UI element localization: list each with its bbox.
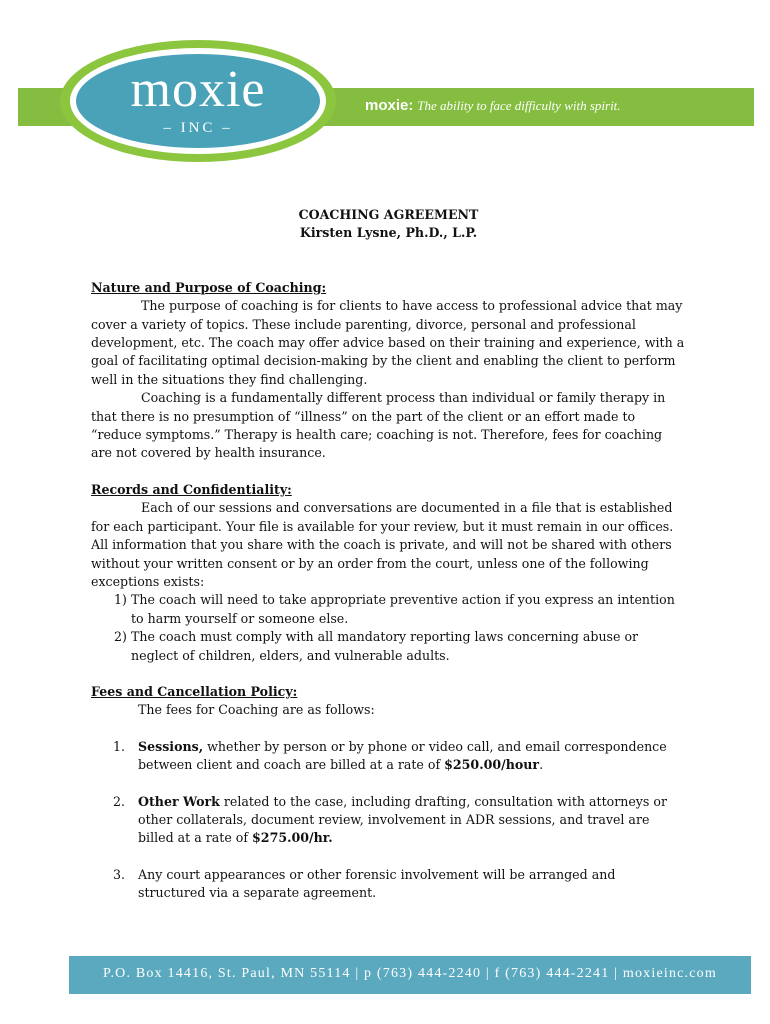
logo-wordmark: moxie bbox=[130, 61, 266, 118]
fee-item bbox=[91, 793, 686, 848]
fee-item bbox=[91, 738, 686, 775]
fee-rate: $275.00/hr. bbox=[252, 830, 333, 846]
fees-intro: The fees for Coaching are as follows: bbox=[138, 702, 375, 718]
fee-description: whether by person or by phone or video call, and email correspondence between client and coach are billed at a rate of bbox=[138, 738, 667, 773]
fee-rate: $250.00/hour bbox=[444, 757, 540, 773]
fee-end: . bbox=[539, 757, 544, 773]
section-heading-text: Nature and Purpose of Coaching bbox=[91, 279, 322, 295]
footer-contact: P.O. Box 14416, St. Paul, MN 55114 | p (763) 444-2240 | f (763) 444-2241 | moxieinc.com bbox=[103, 966, 717, 981]
fee-label: Sessions, bbox=[138, 738, 204, 754]
section-heading-nature bbox=[91, 279, 686, 297]
exception-text: The coach must comply with all mandatory reporting laws concerning abuse or neglect of children, elders, and vulnerable adults. bbox=[131, 629, 639, 663]
heading-colon: : bbox=[321, 279, 327, 295]
fee-text bbox=[138, 793, 686, 848]
document-author: Kirsten Lysne, Ph.D., L.P. bbox=[299, 225, 478, 241]
section-heading-text: Records and Confidentiality bbox=[91, 481, 288, 497]
heading-colon: : bbox=[292, 683, 298, 699]
fee-text bbox=[138, 866, 686, 903]
paragraph: The purpose of coaching is for clients to have access to professional advice that may cover a variety of topics. These include parenting, divorce, personal and professional development, etc. The coach may offer advice based on their training and experience, with a goal of facilitating optimal decision-making by the client and enabling the client to perform well in the situations they find challenging. bbox=[91, 298, 685, 387]
fee-text bbox=[138, 738, 686, 775]
fee-number: 2. bbox=[113, 793, 126, 809]
section-heading-records bbox=[91, 481, 686, 499]
exception-text: The coach will need to take appropriate preventive action if you express an intention to harm yourself or someone else. bbox=[131, 592, 675, 626]
fee-number: 1. bbox=[113, 738, 126, 754]
heading-colon: : bbox=[287, 481, 292, 497]
logo-subtitle: – INC – bbox=[163, 120, 233, 136]
tagline bbox=[365, 97, 621, 114]
tagline-brand: moxie: bbox=[365, 97, 414, 114]
paragraph: Each of our sessions and conversations are documented in a file that is established for each participant. Your file is available for your review, but it must remain in our offices. All information that you share with the coach is private, and will not be shared with others without your written consent or by an order from the court, unless one of the following exceptions exists: bbox=[91, 500, 674, 589]
tagline-slogan: The ability to face difficulty with spirit. bbox=[417, 98, 621, 113]
fee-number: 3. bbox=[113, 866, 126, 882]
fee-description: related to the case, including drafting, consultation with attorneys or other collaterals, document review, involvement in ADR sessions, and travel are billed at a rate of bbox=[138, 793, 667, 846]
fee-description: Any court appearances or other forensic involvement will be arranged and structured via a separate agreement. bbox=[138, 866, 616, 901]
document-body bbox=[91, 206, 686, 921]
section-heading-text: Fees and Cancellation Policy bbox=[91, 683, 293, 699]
exception-item: 1) The coach will need to take appropriate preventive action if you express an intention to harm yourself or someone else. bbox=[114, 591, 686, 628]
exception-item: 2) The coach must comply with all mandatory reporting laws concerning abuse or neglect of children, elders, and vulnerable adults. bbox=[114, 628, 686, 665]
document-title: COACHING AGREEMENT bbox=[298, 207, 479, 222]
fee-label: Other Work bbox=[138, 793, 220, 809]
paragraph: Coaching is a fundamentally different process than individual or family therapy in that there is no presumption of “illness” on the part of the client or an effort made to “reduce symptoms.” Therapy is health care; coaching is not. Therefore, fees for coaching are not covered by health insurance. bbox=[91, 390, 666, 461]
fee-item bbox=[91, 866, 686, 903]
section-heading-fees bbox=[91, 683, 686, 701]
fee-list bbox=[91, 738, 686, 903]
